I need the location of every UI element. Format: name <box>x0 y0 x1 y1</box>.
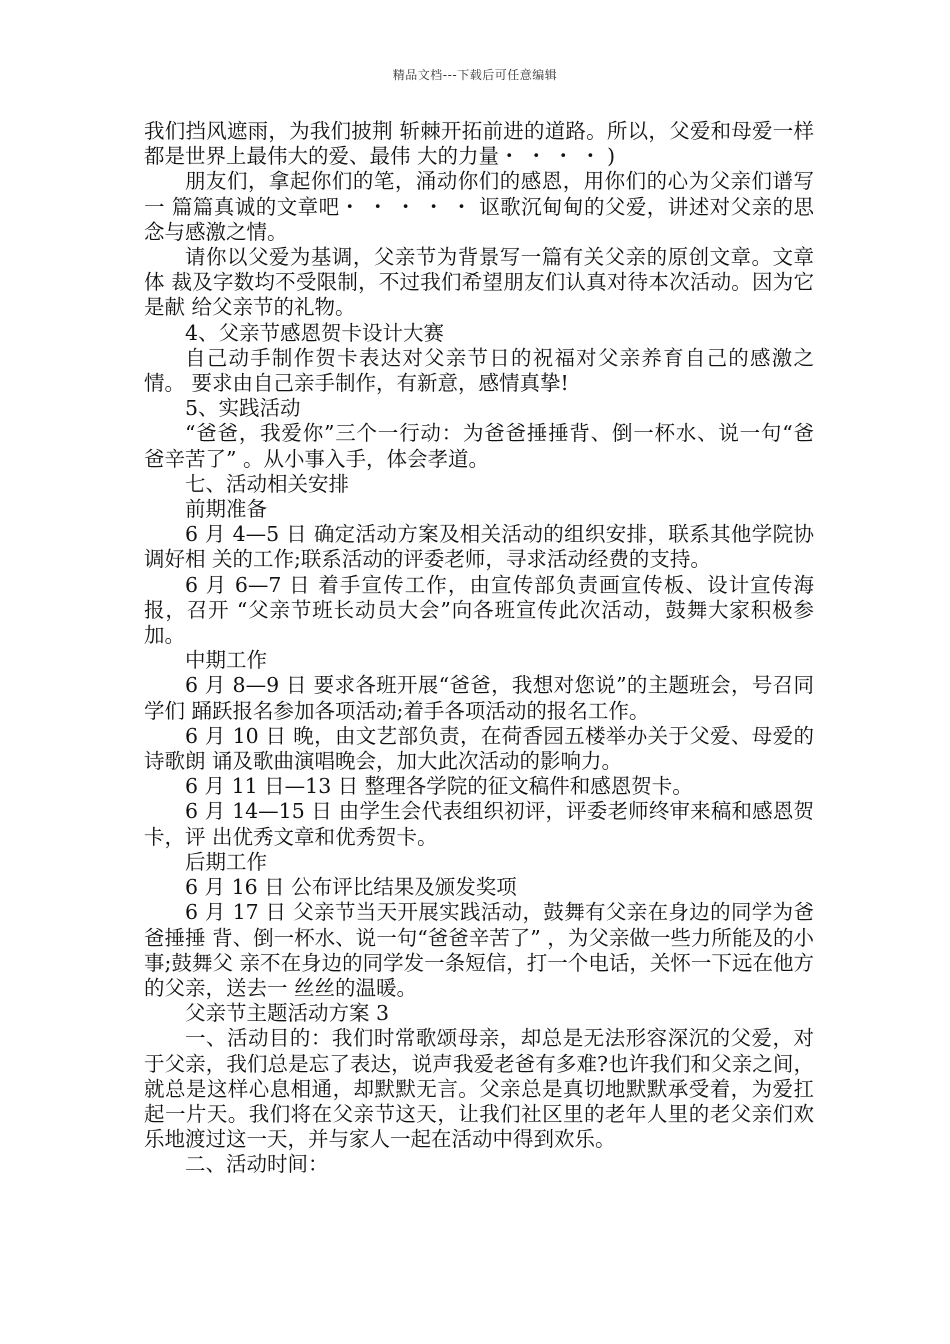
section-heading: 七、活动相关安排 <box>185 471 349 496</box>
page-header: 精品文档---下载后可任意编辑 <box>392 68 558 82</box>
section-heading: 二、活动时间： <box>185 1152 329 1177</box>
schedule-item: 6 月 17 日 父亲节当天开展实践活动，鼓舞有父亲在身边的同学为爸爸捶捶 背、倒一杯水、说一句“爸爸辛苦了” ，为父亲做一些力所能及的小事;鼓舞父 亲不在身边的同学发一条短信，打一个电话，关怀一下远在他方的父亲，送去一 丝丝的温暖。 <box>144 900 814 1000</box>
schedule-item: 6 月 10 日 晚，由文艺部负责，在荷香园五楼举办关于父爱、母爱的诗歌朗 诵及歌曲演唱晚会，加大此次活动的影响力。 <box>144 723 814 774</box>
paragraph: 一、活动目的：我们时常歌颂母亲，却总是无法形容深沉的父爱，对于父亲，我们总是忘了表达，说声我爱老爸有多难?也许我们和父亲之间，就总是这样心息相通，却默默无言。父亲总是真切地默默承受着，为爱扛起一片天。我们将在父亲节这天，让我们社区里的老年人里的老父亲们欢乐地渡过这一天，并与家人一起在活动中得到欢乐。 <box>144 1026 814 1152</box>
paragraph: 自己动手制作贺卡表达对父亲节日的祝福对父亲养育自己的感激之情。 要求由自己亲手制作，有新意，感情真挚! <box>144 345 814 396</box>
paragraph: “爸爸，我爱你”三个一行动：为爸爸捶捶背、倒一杯水、说一句“爸 爸辛苦了” 。从小事入手，体会孝道。 <box>144 421 814 471</box>
schedule-item: 6 月 14—15 日 由学生会代表组织初评，评委老师终审来稿和感恩贺卡，评 出优秀文章和优秀贺卡。 <box>144 799 814 849</box>
section-heading: 5、实践活动 <box>185 396 301 421</box>
schedule-item: 6 月 8—9 日 要求各班开展“爸爸，我想对您说”的主题班会，号召同学们 踊跃报名参加各项活动;着手各项活动的报名工作。 <box>144 673 814 723</box>
plan-title: 父亲节主题活动方案 3 <box>185 1001 390 1026</box>
subsection-heading: 前期准备 <box>185 497 267 522</box>
paragraph: 请你以父爱为基调，父亲节为背景写一篇有关父亲的原创文章。文章体 裁及字数均不受限制，不过我们希望朋友们认真对待本次活动。因为它是献 给父亲节的礼物。 <box>144 245 814 320</box>
paragraph: 朋友们，拿起你们的笔，涌动你们的感恩，用你们的心为父亲们谱写一 篇篇真诚的文章吧・ ・ ・ ・ ・ 讴歌沉甸甸的父爱，讲述对父亲的思念与感激之情。 <box>144 169 814 244</box>
schedule-item: 6 月 11 日—13 日 整理各学院的征文稿件和感恩贺卡。 <box>185 774 693 799</box>
subsection-heading: 后期工作 <box>185 849 267 874</box>
schedule-item: 6 月 4—5 日 确定活动方案及相关活动的组织安排，联系其他学院协调好相 关的工作;联系活动的评委老师，寻求活动经费的支持。 <box>144 522 814 572</box>
schedule-item: 6 月 6—7 日 着手宣传工作，由宣传部负责画宣传板、设计宣传海报，召开 “父亲节班长动员大会”向各班宣传此次活动，鼓舞大家积极参加。 <box>144 572 814 648</box>
paragraph: 我们挡风遮雨，为我们披荆 斩棘开拓前进的道路。所以，父爱和母爱一样都是世界上最伟大的爱、最伟 大的力量・ ・ ・ ・ ) <box>144 119 814 169</box>
subsection-heading: 中期工作 <box>185 648 267 673</box>
section-heading: 4、父亲节感恩贺卡设计大赛 <box>185 320 445 345</box>
document-body <box>144 119 814 1178</box>
schedule-item: 6 月 16 日 公布评比结果及颁发奖项 <box>185 875 517 900</box>
